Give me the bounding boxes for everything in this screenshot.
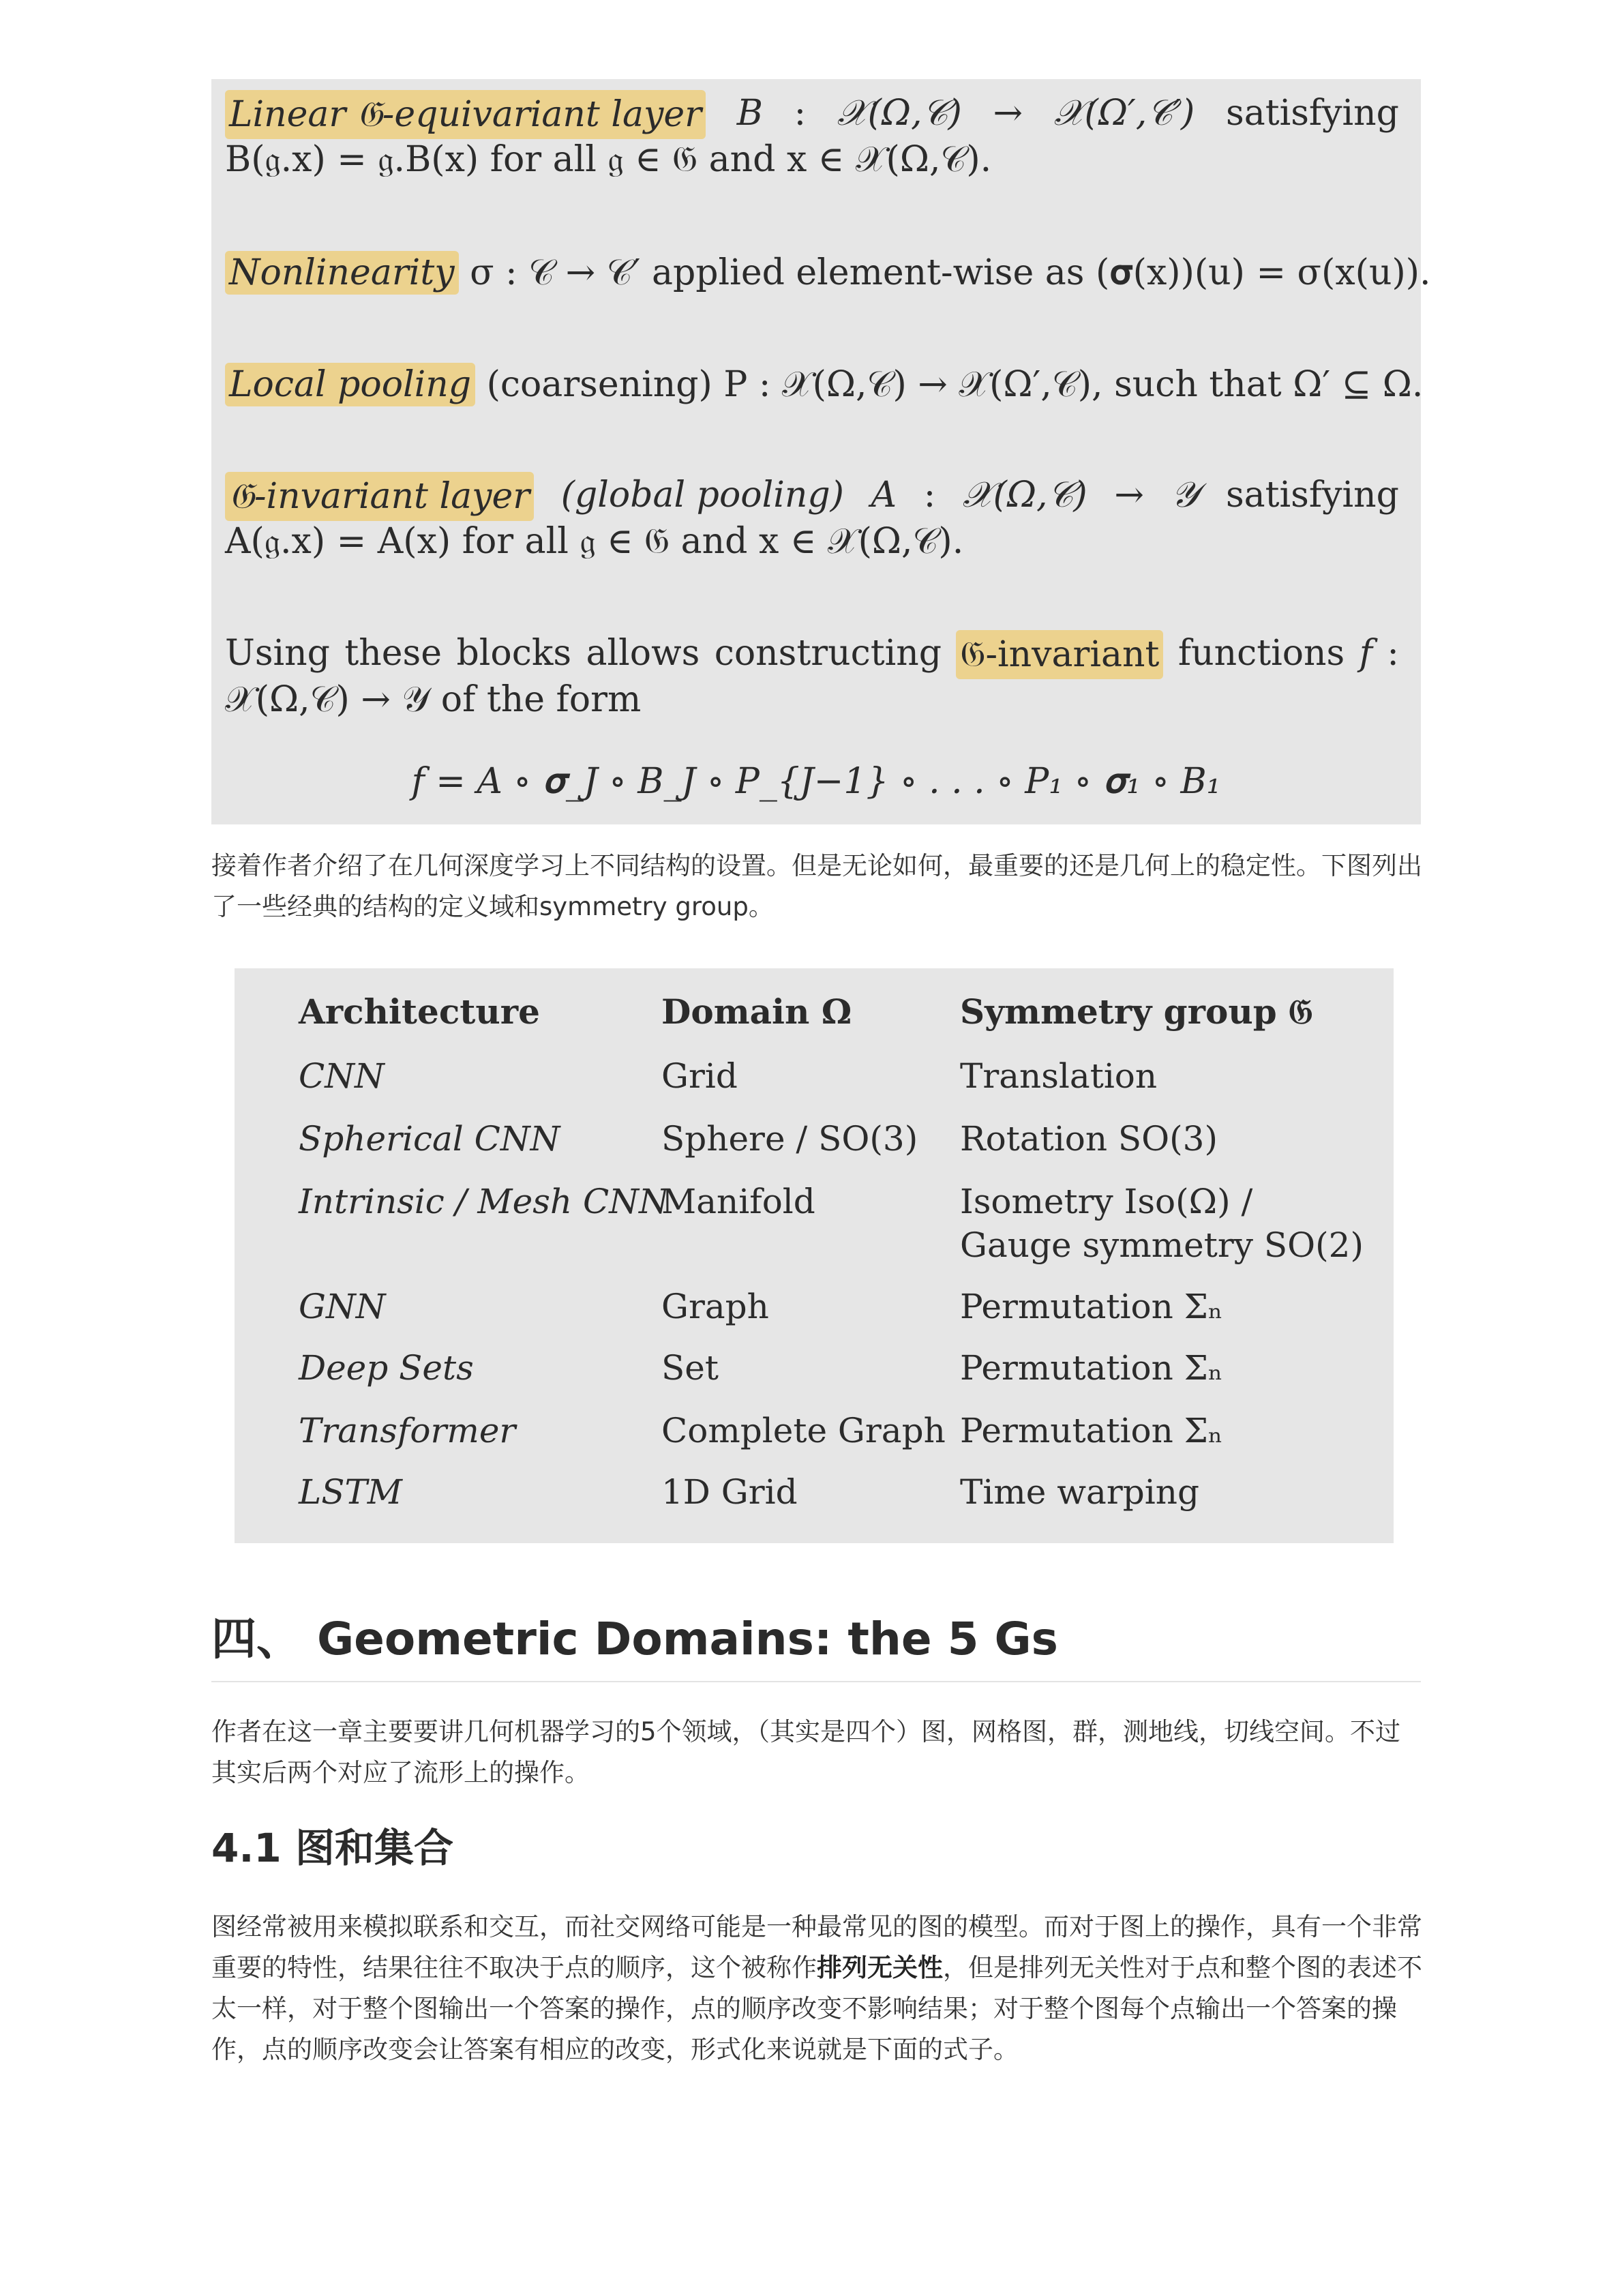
table-row-group: Time warping (960, 1472, 1199, 1512)
table-row-domain: 1D Grid (661, 1472, 798, 1512)
equivariant-layer-b: B (736, 93, 763, 134)
invariant-layer-line (225, 472, 1399, 521)
subsection-heading: 4.1 图和集合 (211, 1825, 453, 1871)
table-header-architecture: Architecture (299, 992, 540, 1032)
invariant-layer-arrow: → (1114, 475, 1144, 516)
construction-line (225, 630, 1399, 679)
table-row-domain: Set (661, 1348, 719, 1388)
nonlinearity-line (225, 250, 1431, 296)
nonlinearity-text: σ : 𝒞 → 𝒞′ applied element-wise as (𝛔(x))(u) = σ(x(u)). (470, 252, 1431, 293)
equivariant-layer-colon: : (794, 93, 807, 134)
invariant-layer-condition: A(𝔤.x) = A(x) for all 𝔤 ∈ 𝔊 and x ∈ 𝒳(Ω,𝒞). (225, 521, 964, 562)
construction-word: functions (1177, 633, 1345, 674)
invariant-layer-global-pooling: (global pooling) (560, 475, 844, 516)
table-row-architecture: Deep Sets (299, 1348, 474, 1388)
construction-word: Using (225, 633, 330, 674)
table-row-domain: Graph (661, 1287, 769, 1326)
local-pooling-term: Local pooling (225, 363, 475, 406)
table-header-symmetry: Symmetry group 𝔊 (960, 992, 1313, 1032)
intro-paragraph: 接着作者介绍了在几何深度学习上不同结构的设置。但是无论如何，最重要的还是几何上的稳定性。下图列出了一些经典的结构的定义域和symmetry group。 (211, 851, 1422, 921)
equivariant-layer-codomain: 𝒳(Ω′,𝒞′) (1053, 93, 1195, 134)
table-row-domain: Complete Graph (661, 1411, 946, 1450)
table-row-domain: Sphere / SO(3) (661, 1119, 918, 1159)
table-row-architecture: GNN (299, 1287, 386, 1326)
table-header-domain: Domain Ω (661, 992, 852, 1032)
table-row-architecture: Intrinsic / Mesh CNN (299, 1182, 669, 1221)
construction-word: allows (586, 633, 700, 674)
construction-f: f (1359, 633, 1372, 674)
graphs-paragraph-part-2: ，但是排列无关性对于点和整个图的表述不太一样，对于整个图输出一个答案的操作，点的顺序改变不影响结果；对于整个图每个点输出一个答案的操作，点的顺序改变会让答案有相应的改变，形式化来说就是下面的式子。 (211, 1953, 1422, 2064)
table-row-group: Permutation Σₙ (960, 1287, 1223, 1326)
architecture-table (235, 968, 1394, 1543)
construction-word: blocks (456, 633, 572, 674)
section-heading: 四、 Geometric Domains: the 5 Gs (211, 1613, 1058, 1665)
equivariant-layer-arrow: → (993, 93, 1023, 134)
invariant-layer-term: 𝔊-invariant layer (225, 472, 534, 521)
graphs-paragraph (211, 1907, 1425, 2070)
table-row-architecture: Spherical CNN (299, 1119, 560, 1159)
invariant-layer-a: A (871, 475, 897, 516)
invariant-layer-codomain: 𝒴 (1171, 475, 1199, 516)
table-row-architecture: Transformer (299, 1411, 516, 1450)
table-row-domain: Manifold (661, 1182, 815, 1221)
invariant-layer-colon: : (923, 475, 936, 516)
table-row-architecture: CNN (299, 1056, 385, 1096)
table-row-group: Permutation Σₙ (960, 1348, 1223, 1388)
equivariant-layer-domain: 𝒳(Ω,𝒞) (837, 93, 962, 134)
equivariant-layer-line (225, 90, 1399, 139)
local-pooling-text: (coarsening) P : 𝒳(Ω,𝒞) → 𝒳(Ω′,𝒞), such that Ω′ ⊆ Ω. (486, 364, 1424, 405)
table-row-domain: Grid (661, 1056, 738, 1096)
invariant-layer-satisfying: satisfying (1225, 475, 1399, 516)
equivariant-layer-satisfying: satisfying (1226, 93, 1399, 134)
construction-continuation: 𝒳(Ω,𝒞) → 𝒴 of the form (225, 679, 642, 720)
construction-word: these (344, 633, 442, 674)
invariant-layer-domain: 𝒳(Ω,𝒞) (962, 475, 1087, 516)
table-row-group: Isometry Iso(Ω) / (960, 1182, 1253, 1221)
permutation-invariance-term: 排列无关性 (817, 1953, 943, 1982)
table-row-group: Rotation SO(3) (960, 1119, 1218, 1159)
construction-colon: : (1387, 633, 1399, 674)
table-row-group: Translation (960, 1056, 1158, 1096)
equivariant-layer-condition: B(𝔤.x) = 𝔤.B(x) for all 𝔤 ∈ 𝔊 and x ∈ 𝒳(Ω,𝒞). (225, 139, 992, 180)
building-blocks-figure (211, 79, 1431, 824)
graphs-paragraph-part-1: 图经常被用来模拟联系和交互，而社交网络可能是一种最常见的图的模型。而对于图上的操作，具有一个非常重要的特性，结果往往不取决于点的顺序，这个被称作 (211, 1912, 1422, 1982)
invariant-functions-term: 𝔊-invariant (956, 630, 1163, 679)
table-row-group: Permutation Σₙ (960, 1411, 1223, 1450)
construction-word: constructing (714, 633, 942, 674)
table-row-architecture: LSTM (299, 1472, 403, 1512)
equivariant-layer-term: Linear 𝔊-equivariant layer (225, 90, 706, 139)
section-intro-paragraph: 作者在这一章主要要讲几何机器学习的5个领域，（其实是四个）图，网格图，群，测地线，切线空间。不过其实后两个对应了流形上的操作。 (211, 1717, 1401, 1787)
local-pooling-line (225, 361, 1424, 408)
table-row-group-continued: Gauge symmetry SO(2) (960, 1225, 1364, 1265)
composition-formula: f = A ∘ 𝛔_J ∘ B_J ∘ P_{J−1} ∘ . . . ∘ P₁ ∘ 𝛔₁ ∘ B₁ (411, 761, 1221, 802)
heading-divider (211, 1681, 1421, 1682)
nonlinearity-term: Nonlinearity (225, 251, 459, 295)
